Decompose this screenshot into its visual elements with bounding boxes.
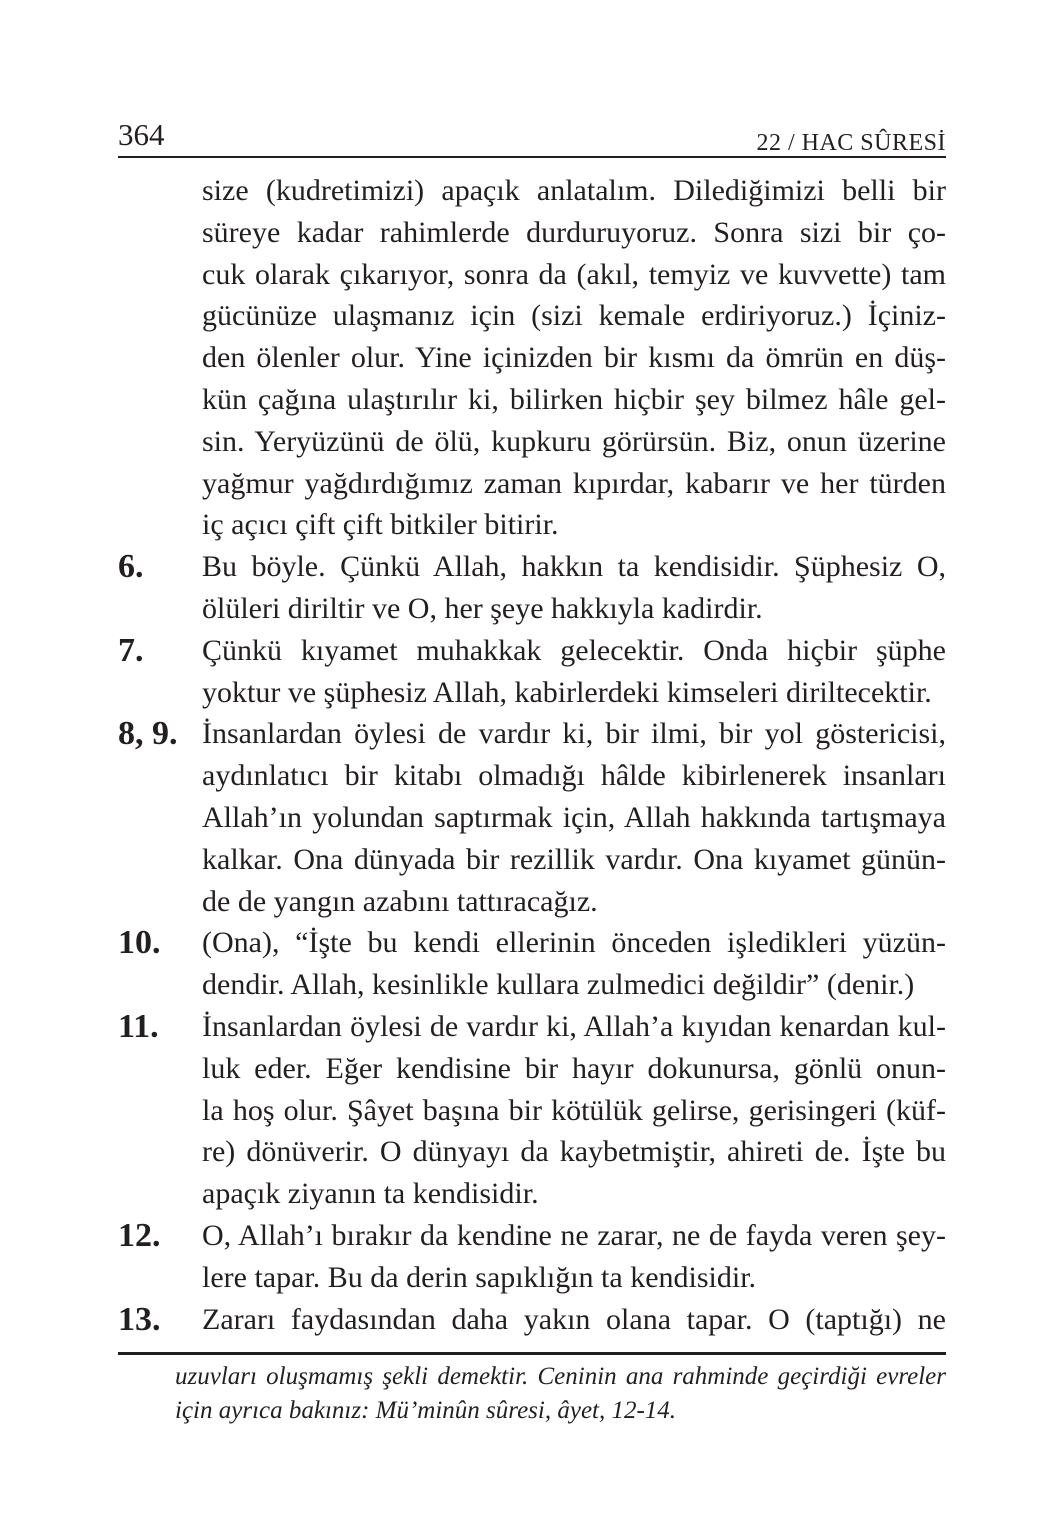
verse-lines: [202, 1215, 946, 1299]
verse-number: 8, 9.: [118, 715, 178, 753]
text-line: İnsanlardan öylesi de vardır ki, bir ilmi, bir yol göstericisi,: [202, 717, 946, 751]
verse-number: 6.: [118, 548, 144, 586]
text-line: dendir. Allah, kesinlikle kullara zulmedici değildir” (denir.): [202, 968, 915, 1002]
verse-12: [118, 1215, 946, 1299]
verse-6: [118, 546, 946, 630]
text-line: apaçık ziyanın ta kendisidir.: [202, 1177, 539, 1211]
verse-10: [118, 922, 946, 1006]
header-rule: [118, 156, 946, 158]
verse-lines: [202, 546, 946, 630]
verse-lines: [202, 713, 946, 922]
text-line: kün çağına ulaştırılır ki, bilirken hiçbir şey bilmez hâle gel-: [202, 382, 946, 416]
text-line: İnsanlardan öylesi de vardır ki, Allah’a kıyıdan kenardan kul-: [202, 1009, 946, 1043]
text-line: süreye kadar rahimlerde durduruyoruz. Sonra sizi bir ço-: [202, 215, 946, 249]
verse-lines: [202, 922, 946, 1006]
text-line: Allah’ın yolundan saptırmak için, Allah hakkında tartışmaya: [202, 800, 946, 834]
text-line: cuk olarak çıkarıyor, sonra da (akıl, temyiz ve kuvvette) tam: [202, 257, 946, 291]
page-number: 364: [118, 117, 165, 152]
verse-number: 11.: [118, 1007, 159, 1045]
verse-number: 13.: [118, 1300, 161, 1338]
text-line: Bu böyle. Çünkü Allah, hakkın ta kendisidir. Şüphesiz O,: [202, 550, 946, 584]
verse-11: [118, 1006, 946, 1215]
text-line: re) dönüverir. O dünyayı da kaybetmiştir, ahireti de. İşte bu: [202, 1135, 946, 1169]
text-line: sin. Yeryüzünü de ölü, kupkuru görürsün. Biz, onun üzerine: [202, 424, 946, 458]
continuation-paragraph: [118, 170, 946, 546]
verse-number: 7.: [118, 631, 144, 669]
text-line: luk eder. Eğer kendisine bir hayır dokunursa, gönlü onun-: [202, 1051, 946, 1085]
verse-8-9: [118, 713, 946, 922]
verse-13: [118, 1299, 946, 1341]
text-line: yoktur ve şüphesiz Allah, kabirlerdeki kimseleri diriltecektir.: [202, 675, 932, 709]
footnote-line: için ayrıca bakınız: Mü’minûn sûresi, âyet, 12-14.: [175, 1397, 677, 1424]
verse-lines: [202, 630, 946, 714]
footnote-rule: [118, 1352, 946, 1355]
text-line: den ölenler olur. Yine içinizden bir kısmı da ömrün en düş-: [202, 341, 946, 375]
page-header: [118, 112, 946, 156]
continuation-lines: [202, 170, 946, 546]
text-line: size (kudretimizi) apaçık anlatalım. Dilediğimizi belli bir: [202, 174, 946, 207]
text-line: O, Allah’ı bırakır da kendine ne zarar, ne de fayda veren şey-: [202, 1218, 946, 1252]
text-line: aydınlatıcı bir kitabı olmadığı hâlde kibirlenerek insanları: [202, 759, 946, 793]
verse-lines: [202, 1299, 946, 1341]
verse-lines: [202, 1006, 946, 1215]
verse-number: 12.: [118, 1216, 161, 1254]
text-line: Zararı faydasından daha yakın olana tapar. O (taptığı) ne: [202, 1302, 946, 1336]
text-line: lere tapar. Bu da derin sapıklığın ta kendisidir.: [202, 1260, 757, 1294]
text-line: gücünüze ulaşmanız için (sizi kemale erdiriyoruz.) İçiniz-: [202, 299, 946, 333]
footnote-line: uzuvları oluşmamış şekli demektir. Ceninin ana rahminde geçirdiği evreler: [175, 1363, 946, 1390]
text-line: la hoş olur. Şâyet başına bir kötülük gelirse, gerisingeri (küf-: [202, 1093, 946, 1127]
body-text: [118, 170, 946, 1340]
running-head: 22 / HAC SÛRESİ: [756, 130, 946, 156]
text-line: de de yangın azabını tattıracağız.: [202, 884, 598, 918]
text-line: ölüleri diriltir ve O, her şeye hakkıyla kadirdir.: [202, 591, 763, 625]
verse-7: [118, 630, 946, 714]
verse-number: 10.: [118, 924, 161, 962]
text-line: iç açıcı çift çift bitkiler bitirir.: [202, 508, 559, 542]
text-line: (Ona), “İşte bu kendi ellerinin önceden işledikleri yüzün-: [202, 926, 946, 960]
footnote: [175, 1360, 946, 1428]
text-line: yağmur yağdırdığımız zaman kıpırdar, kabarır ve her türden: [202, 466, 946, 500]
text-line: Çünkü kıyamet muhakkak gelecektir. Onda hiçbir şüphe: [202, 633, 946, 667]
text-line: kalkar. Ona dünyada bir rezillik vardır. Ona kıyamet günün-: [202, 842, 946, 876]
